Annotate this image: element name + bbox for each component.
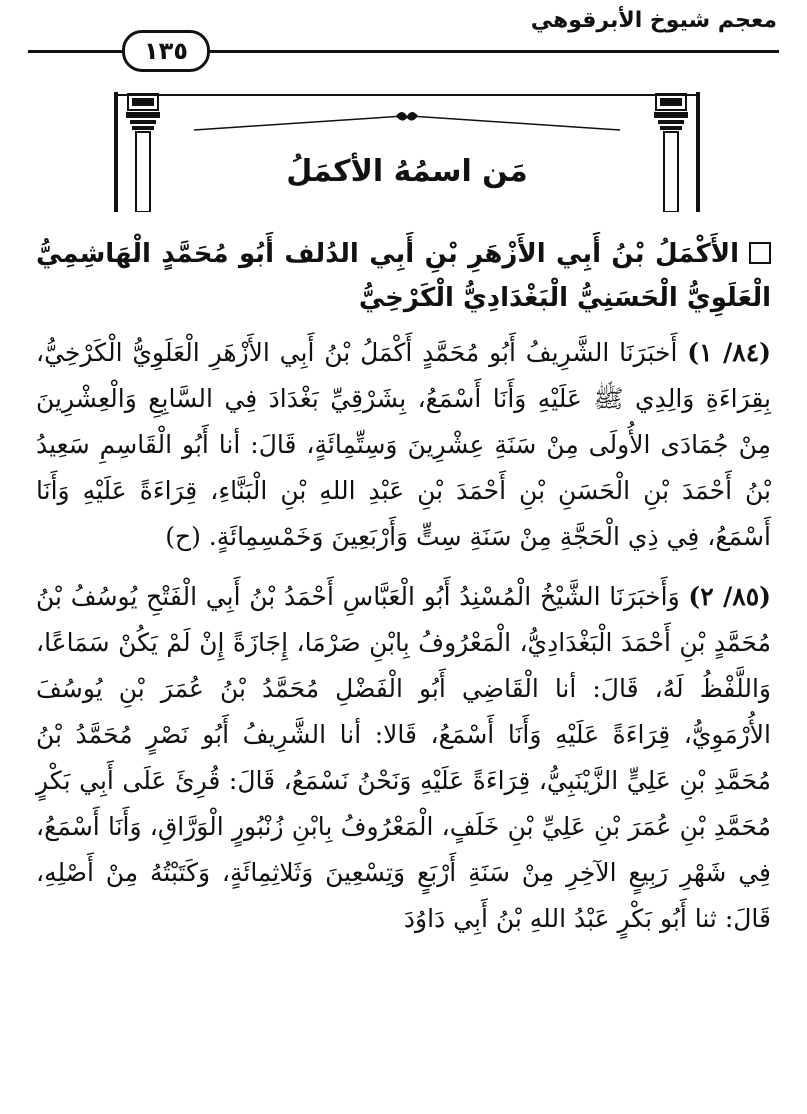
entry-heading xyxy=(36,232,771,320)
square-bullet-icon xyxy=(749,242,771,264)
paragraph-text: أَخبَرَنَا الشَّرِيفُ أَبُو مُحَمَّدٍ أَكْمَلُ بْنُ أَبِي الأَزْهَرِ الْعَلَوِيُّ الْكَرْخِيُّ، بِقِرَاءَةِ وَالِدِي ﷺ عَلَيْهِ وَأَنَا أَسْمَعُ، بِشَرْقِيِّ بَغْدَادَ فِي السَّابِعِ وَالْعِشْرِينَ مِنْ جُمَادَى الأُولَى مِنْ سَنَةِ عِشْرِينَ وَسِتِّمِائَةٍ، قَالَ: أنا أَبُو الْقَاسِمِ سَعِيدُ بْنُ أَحْمَدَ بْنِ الْحَسَنِ بْنِ أَحْمَدَ بْنِ عَبْدِ اللهِ بْنِ الْبَنَّاءِ، قِرَاءَةً عَلَيْهِ وَأَنَا أَسْمَعُ، فِي ذِي الْحَجَّةِ مِنْ سَنَةِ سِتٍّ وَأَرْبَعِينَ وَخَمْسِمِائَةٍ. (ح) xyxy=(36,338,771,551)
left-pillar-ornament xyxy=(114,92,160,212)
page-number: ١٣٥ xyxy=(122,30,210,72)
right-pillar-ornament xyxy=(654,92,700,212)
center-flourish-ornament xyxy=(396,112,418,121)
banner-ornament xyxy=(114,92,700,212)
hadith-number: (٨٥/ ٢) xyxy=(688,582,771,611)
chapter-heading: مَن اسمُهُ الأكمَلُ xyxy=(286,154,528,189)
entry-heading-text: الأَكْمَلُ بْنُ أَبِي الأَزْهَرِ بْنِ أَبِي الدُلف أَبُو مُحَمَّدٍ الْهَاشِمِيُّ الْعَلَوِيُّ الْحَسَنِيُّ الْبَغْدَادِيُّ الْكَرْخِيُّ xyxy=(36,239,771,313)
running-title: معجم شيوخ الأبرقوهي xyxy=(530,8,777,33)
paragraph xyxy=(36,574,771,942)
paragraph-text: وَأَخبَرَنَا الشَّيْخُ الْمُسْنِدُ أَبُو الْعَبَّاسِ أَحْمَدُ بْنُ أَبِي الْفَتْحِ يُوسُفُ بْنُ مُحَمَّدٍ بْنِ أَحْمَدَ الْبَغْدَادِيُّ، الْمَعْرُوفُ بِابْنِ صَرْمَا، إِجَازَةً إِنْ لَمْ يَكُنْ سَمَاعًا، وَاللَّفْظُ لَهُ، قَالَ: أنا الْقَاضِي أَبُو الْفَضْلِ مُحَمَّدُ بْنُ عُمَرَ بْنِ يُوسُفَ الأُرْمَوِيُّ، قِرَاءَةً عَلَيْهِ وَأَنَا أَسْمَعُ، قَالا: أنا الشَّرِيفُ أَبُو نَصْرٍ مُحَمَّدُ بْنُ مُحَمَّدِ بْنِ عَلِيٍّ الزَّيْنَبِيُّ، قِرَاءَةً عَلَيْهِ وَنَحْنُ نَسْمَعُ، قَالَ: قُرِئَ عَلَى أَبِي بَكْرٍ مُحَمَّدِ بْنِ عُمَرَ بْنِ عَلِيِّ بْنِ خَلَفٍ، الْمَعْرُوفُ بِابْنِ زُنْبُورٍ الْوَرَّاقِ، وَأَنَا أَسْمَعُ، فِي شَهْرِ رَبِيعٍ الآخِرِ مِنْ سَنَةِ أَرْبَعٍ وَتِسْعِينَ وَثَلاثِمِائَةٍ، وَكَتَبْتُهُ مِنْ أَصْلِهِ، قَالَ: ثنا أَبُو بَكْرٍ عَبْدُ اللهِ بْنُ أَبِي دَاوُدَ xyxy=(36,582,771,933)
page-body xyxy=(36,232,771,956)
hadith-number: (٨٤/ ١) xyxy=(687,338,771,367)
paragraph xyxy=(36,330,771,560)
chapter-banner xyxy=(114,92,700,212)
